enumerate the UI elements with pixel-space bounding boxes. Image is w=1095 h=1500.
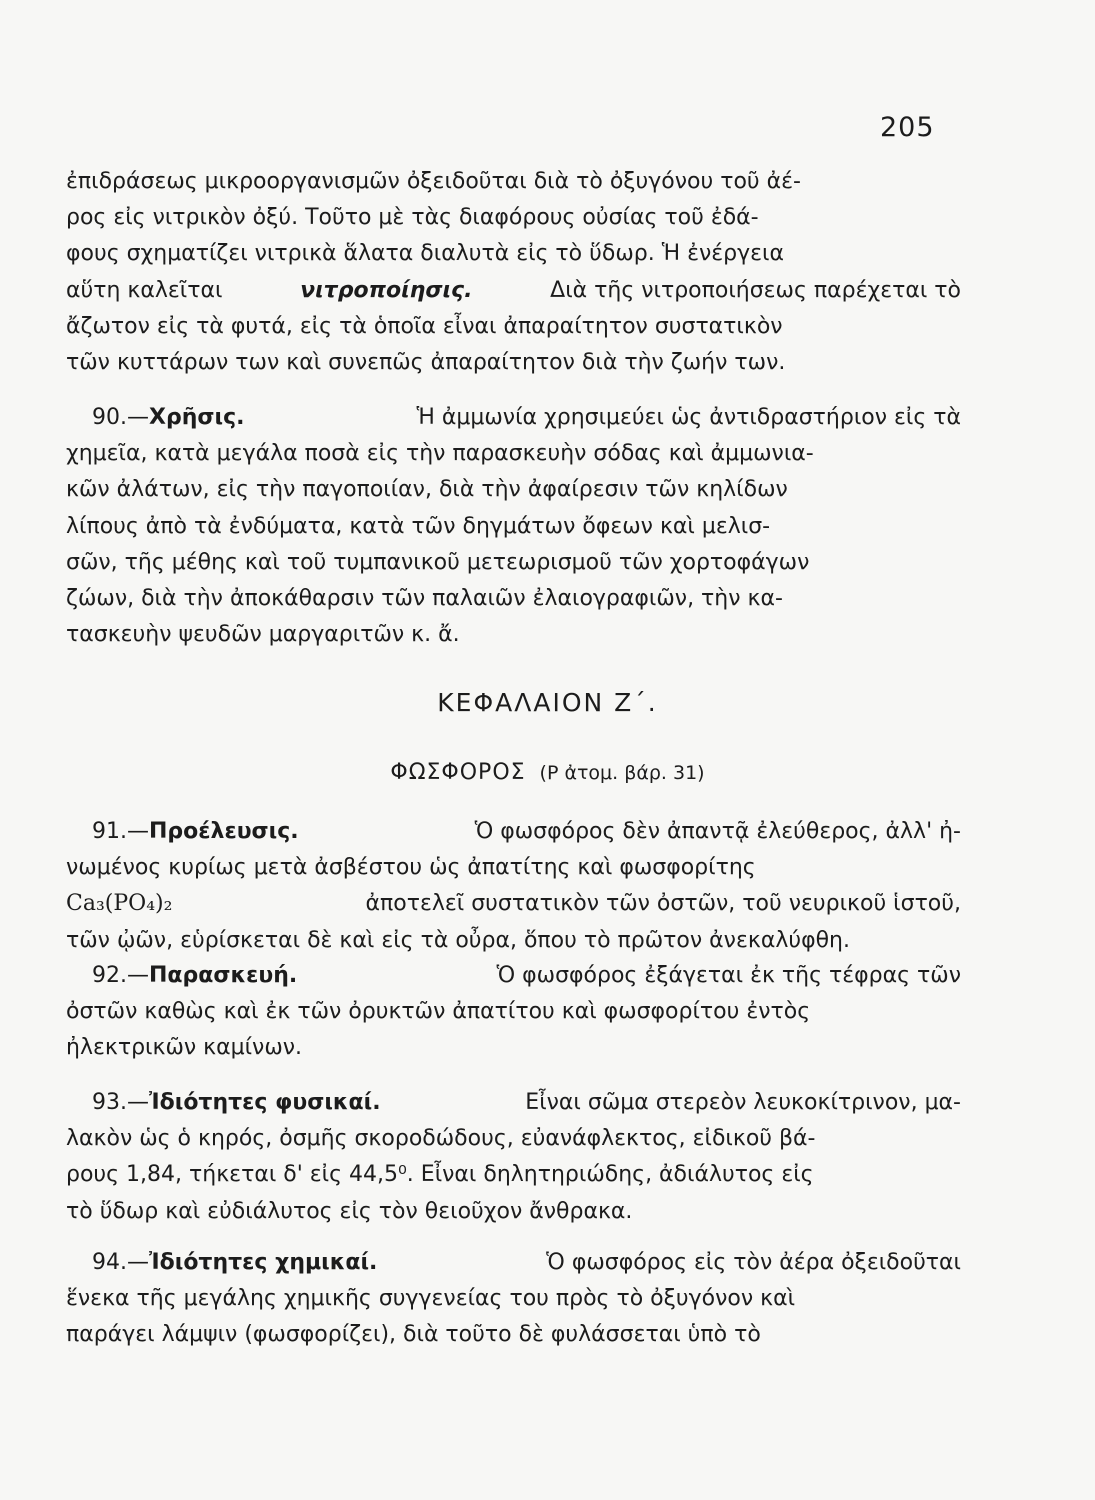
- element-name: ΦΩΣΦΟΡΟΣ: [390, 760, 526, 785]
- text-line: ἄζωτον εἰς τὰ φυτά, εἰς τὰ ὁποῖα εἶναι ἀπαραίτητον συστατικὸν: [66, 313, 783, 339]
- section-94-chemical-properties: [66, 1245, 961, 1354]
- text-line: σῶν, τῆς μέθης καὶ τοῦ τυμπανικοῦ μετεωρισμοῦ τῶν χορτοφάγων: [66, 549, 810, 575]
- section-number: 93.—: [92, 1090, 149, 1115]
- section-number: 94.—: [92, 1250, 149, 1275]
- text-line: κῶν ἀλάτων, εἰς τὴν παγοποιίαν, διὰ τὴν ἀφαίρεσιν τῶν κηλίδων: [66, 477, 788, 503]
- text-line: ὀστῶν καθὼς καὶ ἐκ τῶν ὀρυκτῶν ἀπατίτου καὶ φωσφορίτου ἐντὸς: [66, 999, 811, 1025]
- text-line: Ca₃(PO₄)₂ ἀποτελεῖ συστατικὸν τῶν ὀστῶν, τοῦ νευρικοῦ ἱστοῦ,: [66, 886, 961, 922]
- text-line: 94.—Ἰδιότητες χημικαί. Ὁ φωσφόρος εἰς τὸν ἀέρα ὀξειδοῦται: [92, 1250, 961, 1275]
- text-line: παράγει λάμψιν (φωσφορίζει), διὰ τοῦτο δὲ φυλάσσεται ὑπὸ τὸ: [66, 1322, 761, 1348]
- term-nitrification: νιτροποίησις.: [300, 277, 473, 303]
- text-line: λακὸν ὡς ὁ κηρός, ὀσμῆς σκοροδώδους, εὐανάφλεκτος, εἰδικοῦ βά-: [66, 1126, 816, 1152]
- section-heading: Χρῆσις.: [149, 405, 245, 430]
- chemical-formula: Ca₃(PO₄)₂: [66, 891, 173, 917]
- text-line: αὕτη καλεῖται νιτροποίησις. Διὰ τῆς νιτροποιήσεως παρέχεται τὸ: [66, 273, 961, 309]
- section-90-uses: [66, 400, 961, 653]
- text-line: τασκευὴν ψευδῶν μαργαριτῶν κ. ἄ.: [66, 622, 460, 648]
- section-number: 92.—: [92, 963, 149, 988]
- text-line: ἕνεκα τῆς μεγάλης χημικῆς συγγενείας του πρὸς τὸ ὀξυγόνον καὶ: [66, 1286, 796, 1312]
- chapter-subtitle: [0, 760, 1095, 785]
- section-91-origin: [66, 814, 961, 959]
- text-line: 91.—Προέλευσις. Ὁ φωσφόρος δὲν ἀπαντᾷ ἐλεύθερος, ἀλλ' ἠ-: [92, 819, 961, 844]
- text-line: τῶν ᾠῶν, εὑρίσκεται δὲ καὶ εἰς τὰ οὖρα, ὅπου τὸ πρῶτον ἀνεκαλύφθη.: [66, 927, 850, 953]
- section-heading: Παρασκευή.: [149, 963, 298, 988]
- text-line: ἐπιδράσεως μικροοργανισμῶν ὀξειδοῦται διὰ τὸ ὀξυγόνου τοῦ ἀέ-: [66, 169, 801, 194]
- section-number: 90.—: [92, 405, 149, 430]
- text-line: ρους 1,84, τήκεται δ' εἰς 44,5⁰. Εἶναι δηλητηριώδης, ἀδιάλυτος εἰς: [66, 1162, 814, 1188]
- text-line: νωμένος κυρίως μετὰ ἀσβέστου ὡς ἀπατίτης καὶ φωσφορίτης: [66, 855, 756, 881]
- chapter-title: ΚΕΦΑΛΑΙΟΝ Ζ΄.: [437, 688, 658, 717]
- text-line: 93.—Ἰδιότητες φυσικαί. Εἶναι σῶμα στερεὸν λευκοκίτρινον, μα-: [92, 1090, 961, 1115]
- text-line: τὸ ὕδωρ καὶ εὐδιάλυτος εἰς τὸν θειοῦχον ἄνθρακα.: [66, 1198, 633, 1224]
- section-92-preparation: [66, 958, 961, 1067]
- text-line: ζώων, διὰ τὴν ἀποκάθαρσιν τῶν παλαιῶν ἐλαιογραφιῶν, τὴν κα-: [66, 585, 783, 611]
- paragraph-nitrification: [66, 164, 961, 381]
- page-number: 205: [880, 112, 935, 143]
- section-heading: Προέλευσις.: [149, 819, 299, 844]
- text-line: ρος εἰς νιτρικὸν ὀξύ. Τοῦτο μὲ τὰς διαφόρους οὐσίας τοῦ ἐδά-: [66, 205, 759, 231]
- text-line: ἠλεκτρικῶν καμίνων.: [66, 1035, 303, 1061]
- text-line: 92.—Παρασκευή. Ὁ φωσφόρος ἐξάγεται ἐκ τῆς τέφρας τῶν: [92, 963, 961, 988]
- element-details: (Ρ ἀτομ. βάρ. 31): [539, 762, 705, 784]
- section-number: 91.—: [92, 819, 149, 844]
- text-line: λίπους ἀπὸ τὰ ἐνδύματα, κατὰ τῶν δηγμάτων ὄφεων καὶ μελισ-: [66, 513, 771, 539]
- section-heading: Ἰδιότητες φυσικαί.: [149, 1090, 381, 1115]
- section-heading: Ἰδιότητες χημικαί.: [149, 1250, 378, 1275]
- text-line: χημεῖα, κατὰ μεγάλα ποσὰ εἰς τὴν παρασκευὴν σόδας καὶ ἀμμωνια-: [66, 441, 814, 467]
- text-line: 90.—Χρῆσις. Ἡ ἀμμωνία χρησιμεύει ὡς ἀντιδραστήριον εἰς τὰ: [92, 405, 961, 430]
- text-line: φους σχηματίζει νιτρικὰ ἅλατα διαλυτὰ εἰς τὸ ὕδωρ. Ἡ ἐνέργεια: [66, 241, 784, 267]
- section-93-physical-properties: [66, 1085, 961, 1230]
- text-line: τῶν κυττάρων των καὶ συνεπῶς ἀπαραίτητον διὰ τὴν ζωήν των.: [66, 349, 786, 375]
